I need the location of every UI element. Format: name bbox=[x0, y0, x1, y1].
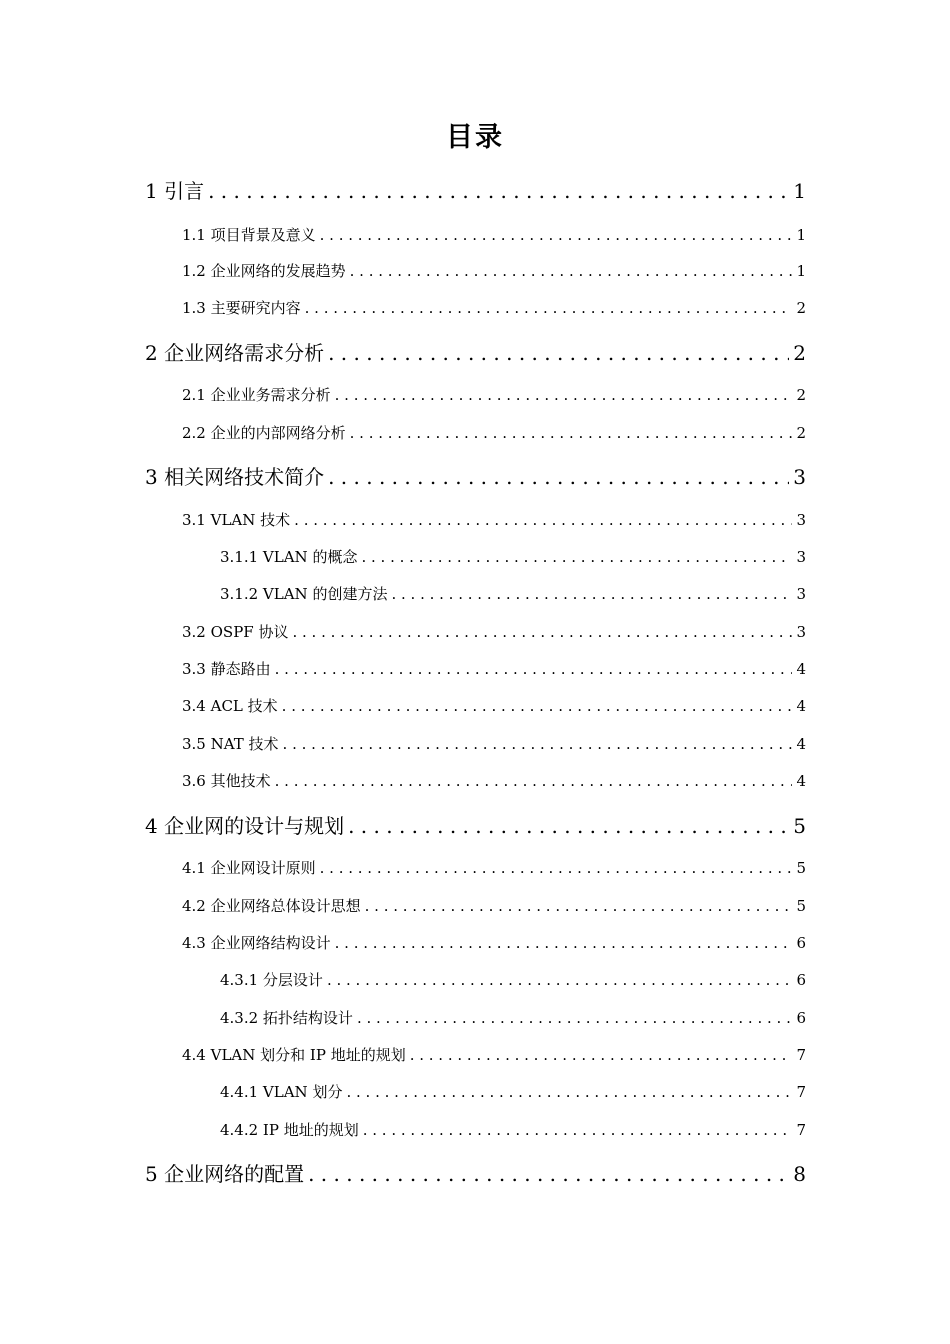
toc-entry-text: 3 相关网络技术简介 bbox=[145, 465, 325, 489]
toc-leader-dots bbox=[391, 581, 792, 607]
toc-entry-text: 4.1 企业网设计原则 bbox=[182, 859, 316, 877]
toc-entry-page-number: 7 bbox=[796, 1121, 806, 1139]
toc-entry-section-3-4[interactable] bbox=[182, 693, 806, 719]
toc-entry-text: 2.1 企业业务需求分析 bbox=[182, 386, 331, 404]
toc-leader-dots bbox=[208, 176, 789, 206]
toc-entry-text: 3.4 ACL 技术 bbox=[182, 697, 278, 715]
toc-entry-subsection-4-4-1[interactable] bbox=[220, 1079, 806, 1105]
toc-leader-dots bbox=[308, 1159, 789, 1189]
toc-entry-page-number: 2 bbox=[796, 386, 806, 404]
toc-entry-page-number: 5 bbox=[793, 814, 806, 838]
toc-leader-dots bbox=[357, 1005, 793, 1031]
toc-leader-dots bbox=[348, 811, 789, 841]
toc-entry-section-4-4[interactable] bbox=[182, 1042, 806, 1068]
toc-entry-text: 3.6 其他技术 bbox=[182, 772, 271, 790]
toc-entry-text: 3.5 NAT 技术 bbox=[182, 735, 279, 753]
toc-entry-subsection-3-1-2[interactable] bbox=[220, 581, 806, 607]
toc-leader-dots bbox=[282, 693, 793, 719]
toc-entry-page-number: 3 bbox=[796, 511, 806, 529]
toc-entry-page-number: 4 bbox=[796, 735, 806, 753]
toc-entry-section-4-3[interactable] bbox=[182, 930, 806, 956]
toc-entry-chapter-5[interactable] bbox=[145, 1159, 806, 1189]
toc-entry-chapter-1[interactable] bbox=[145, 176, 806, 206]
toc-entry-page-number: 2 bbox=[796, 424, 806, 442]
toc-entry-page-number: 1 bbox=[796, 262, 806, 280]
toc-leader-dots bbox=[410, 1042, 793, 1068]
toc-entry-text: 4 企业网的设计与规划 bbox=[145, 814, 345, 838]
toc-entry-text: 1 引言 bbox=[145, 179, 205, 203]
toc-leader-dots bbox=[346, 1079, 792, 1105]
toc-entry-subsection-4-3-2[interactable] bbox=[220, 1005, 806, 1031]
toc-entry-text: 2 企业网络需求分析 bbox=[145, 341, 325, 365]
toc-entry-page-number: 5 bbox=[796, 897, 806, 915]
toc-entry-page-number: 7 bbox=[796, 1083, 806, 1101]
toc-entry-section-1-3[interactable] bbox=[182, 295, 806, 321]
toc-entry-text: 1.1 项目背景及意义 bbox=[182, 226, 316, 244]
toc-entry-section-3-3[interactable] bbox=[182, 656, 806, 682]
toc-leader-dots bbox=[350, 420, 793, 446]
toc-entry-text: 3.1 VLAN 技术 bbox=[182, 511, 291, 529]
toc-entry-page-number: 3 bbox=[796, 548, 806, 566]
toc-entry-section-3-6[interactable] bbox=[182, 768, 806, 794]
toc-leader-dots bbox=[363, 1117, 793, 1143]
toc-entry-page-number: 3 bbox=[793, 465, 806, 489]
toc-entry-chapter-4[interactable] bbox=[145, 811, 806, 841]
toc-entry-page-number: 2 bbox=[793, 341, 806, 365]
toc-entry-page-number: 1 bbox=[796, 226, 806, 244]
toc-entry-page-number: 3 bbox=[796, 585, 806, 603]
toc-entry-text: 3.2 OSPF 协议 bbox=[182, 623, 289, 641]
toc-entry-text: 1.3 主要研究内容 bbox=[182, 299, 301, 317]
toc-leader-dots bbox=[365, 893, 793, 919]
toc-leader-dots bbox=[275, 656, 793, 682]
toc-entry-text: 4.2 企业网络总体设计思想 bbox=[182, 897, 361, 915]
toc-leader-dots bbox=[335, 382, 793, 408]
toc-leader-dots bbox=[327, 967, 793, 993]
toc-leader-dots bbox=[320, 855, 793, 881]
toc-entry-subsection-4-3-1[interactable] bbox=[220, 967, 806, 993]
toc-entry-subsection-3-1-1[interactable] bbox=[220, 544, 806, 570]
toc-entry-section-3-2[interactable] bbox=[182, 619, 806, 645]
toc-leader-dots bbox=[335, 930, 793, 956]
toc-entry-text: 3.1.1 VLAN 的概念 bbox=[220, 548, 358, 566]
toc-entry-section-4-2[interactable] bbox=[182, 893, 806, 919]
toc-leader-dots bbox=[275, 768, 793, 794]
toc-leader-dots bbox=[350, 258, 793, 284]
toc-entry-page-number: 4 bbox=[796, 697, 806, 715]
toc-entry-text: 4.3 企业网络结构设计 bbox=[182, 934, 331, 952]
toc-entry-subsection-4-4-2[interactable] bbox=[220, 1117, 806, 1143]
toc-entry-page-number: 5 bbox=[796, 859, 806, 877]
toc-entry-page-number: 4 bbox=[796, 660, 806, 678]
toc-entry-page-number: 2 bbox=[796, 299, 806, 317]
toc-entry-section-1-2[interactable] bbox=[182, 258, 806, 284]
toc-entry-page-number: 3 bbox=[796, 623, 806, 641]
toc-entry-text: 2.2 企业的内部网络分析 bbox=[182, 424, 346, 442]
toc-leader-dots bbox=[328, 462, 789, 492]
toc-entry-page-number: 6 bbox=[796, 1009, 806, 1027]
toc-entry-text: 3.1.2 VLAN 的创建方法 bbox=[220, 585, 388, 603]
toc-entry-page-number: 4 bbox=[796, 772, 806, 790]
toc-entry-section-2-1[interactable] bbox=[182, 382, 806, 408]
toc-entry-text: 3.3 静态路由 bbox=[182, 660, 271, 678]
toc-leader-dots bbox=[361, 544, 792, 570]
toc-entry-page-number: 6 bbox=[796, 971, 806, 989]
toc-leader-dots bbox=[320, 222, 793, 248]
toc-entry-section-1-1[interactable] bbox=[182, 222, 806, 248]
toc-leader-dots bbox=[283, 731, 793, 757]
toc-entry-section-2-2[interactable] bbox=[182, 420, 806, 446]
toc-entry-chapter-3[interactable] bbox=[145, 462, 806, 492]
toc-entry-text: 4.3.1 分层设计 bbox=[220, 971, 323, 989]
toc-entry-section-3-5[interactable] bbox=[182, 731, 806, 757]
toc-entry-page-number: 1 bbox=[793, 179, 806, 203]
toc-title: 目录 bbox=[446, 122, 504, 153]
toc-entry-page-number: 8 bbox=[793, 1162, 806, 1186]
toc-entry-text: 4.3.2 拓扑结构设计 bbox=[220, 1009, 353, 1027]
toc-entry-section-4-1[interactable] bbox=[182, 855, 806, 881]
toc-leader-dots bbox=[305, 295, 793, 321]
toc-entry-chapter-2[interactable] bbox=[145, 338, 806, 368]
toc-leader-dots bbox=[292, 619, 792, 645]
toc-entry-page-number: 7 bbox=[796, 1046, 806, 1064]
toc-entry-page-number: 6 bbox=[796, 934, 806, 952]
toc-entry-text: 4.4 VLAN 划分和 IP 地址的规划 bbox=[182, 1046, 406, 1064]
toc-entry-text: 4.4.2 IP 地址的规划 bbox=[220, 1121, 359, 1139]
toc-entry-text: 4.4.1 VLAN 划分 bbox=[220, 1083, 343, 1101]
toc-entry-text: 5 企业网络的配置 bbox=[145, 1162, 305, 1186]
toc-entry-section-3-1[interactable] bbox=[182, 507, 806, 533]
toc-entry-text: 1.2 企业网络的发展趋势 bbox=[182, 262, 346, 280]
toc-leader-dots bbox=[328, 338, 789, 368]
toc-leader-dots bbox=[294, 507, 792, 533]
